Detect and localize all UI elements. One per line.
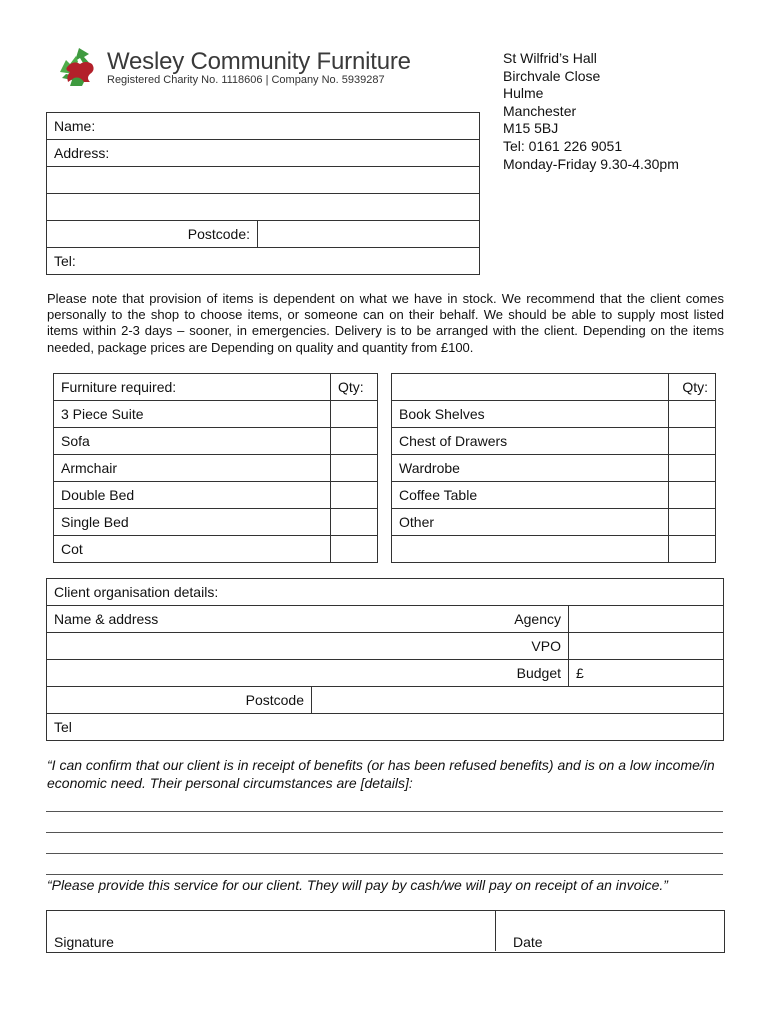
details-line[interactable] [46,832,723,833]
registration-line: Registered Charity No. 1118606 | Company No. 5939287 [107,74,385,86]
org-address-field[interactable] [47,660,485,687]
address-line: St Wilfrid’s Hall [503,50,597,66]
furniture-item: Single Bed [54,509,331,536]
furniture-table-left [53,373,378,563]
budget-field[interactable] [569,660,724,687]
furniture-item [392,536,669,563]
address-line: Tel: 0161 226 9051 [503,137,623,154]
qty-field[interactable] [669,455,716,482]
organisation-details-form [46,578,724,741]
furniture-item: Book Shelves [392,401,669,428]
payment-statement: “Please provide this service for our client. They will pay by cash/we will pay on receipt of an invoice.” [47,877,668,893]
qty-field[interactable] [331,482,378,509]
furniture-item: Other [392,509,669,536]
org-postcode-field[interactable] [312,687,724,714]
org-tel-label: Tel [54,719,72,735]
currency-symbol: £ [576,665,584,681]
address-line: Hulme [503,85,544,102]
furniture-header-blank [392,374,669,401]
org-tel-field[interactable] [47,714,724,741]
name-field[interactable] [47,113,480,140]
org-postcode-label: Postcode [47,687,312,714]
address-line: M15 5BJ [503,120,559,137]
org-address [503,50,679,173]
budget-label: Budget [484,660,569,687]
furniture-item: Cot [54,536,331,563]
org-address-field[interactable] [47,633,485,660]
recycle-logo-icon [56,46,102,88]
furniture-item: Double Bed [54,482,331,509]
vpo-label: VPO [484,633,569,660]
qty-field[interactable] [669,482,716,509]
address-line: Birchvale Close [503,67,601,84]
address-line-field[interactable] [47,194,480,221]
qty-field[interactable] [331,536,378,563]
furniture-header: Furniture required: [54,374,331,401]
qty-field[interactable] [669,428,716,455]
qty-field[interactable] [331,455,378,482]
qty-header: Qty: [331,374,378,401]
furniture-item: Chest of Drawers [392,428,669,455]
signature-label: Signature [54,934,114,950]
name-label: Name: [54,118,96,134]
qty-field[interactable] [331,428,378,455]
qty-header: Qty: [669,374,716,401]
furniture-item: Coffee Table [392,482,669,509]
client-details-form [46,112,480,275]
agency-label: Agency [484,606,569,633]
furniture-item: Wardrobe [392,455,669,482]
signature-field[interactable] [47,911,494,951]
org-name: Wesley Community Furniture [107,48,411,75]
qty-field[interactable] [669,536,716,563]
qty-field[interactable] [669,509,716,536]
address-field[interactable] [47,140,480,167]
date-label: Date [513,934,543,950]
furniture-item: Armchair [54,455,331,482]
details-line[interactable] [46,853,723,854]
postcode-field[interactable] [258,221,480,248]
address-line: Manchester [503,102,577,119]
address-label: Address: [54,145,110,161]
tel-field[interactable] [47,248,480,275]
address-line-field[interactable] [47,167,480,194]
organisation-title: Client organisation details: [47,579,724,606]
benefits-confirmation: “I can confirm that our client is in receipt of benefits (or has been refused benefits) and is on a low income/in economic need. Their personal circumstances are [details]: [47,757,715,791]
vpo-field[interactable] [569,633,724,660]
furniture-table-right [391,373,716,563]
details-line[interactable] [46,874,723,875]
furniture-item: 3 Piece Suite [54,401,331,428]
qty-field[interactable] [331,401,378,428]
address-line: Monday-Friday 9.30-4.30pm [503,155,679,172]
postcode-label: Postcode: [47,221,258,248]
qty-field[interactable] [331,509,378,536]
name-address-label: Name & address [47,606,485,633]
agency-field[interactable] [569,606,724,633]
furniture-item: Sofa [54,428,331,455]
stock-notice: Please note that provision of items is dependent on what we have in stock. We recommend that the client comes personally to the shop to choose items, or someone can on their behalf. We should be able to supply most listed items within 2-3 days – sooner, in emergencies. Delivery is to be arranged with the client. Depending on the items needed, package prices are Depending on quality and quantity from £100. [47,291,724,355]
tel-label: Tel: [54,253,76,269]
details-line[interactable] [46,811,723,812]
qty-field[interactable] [669,401,716,428]
